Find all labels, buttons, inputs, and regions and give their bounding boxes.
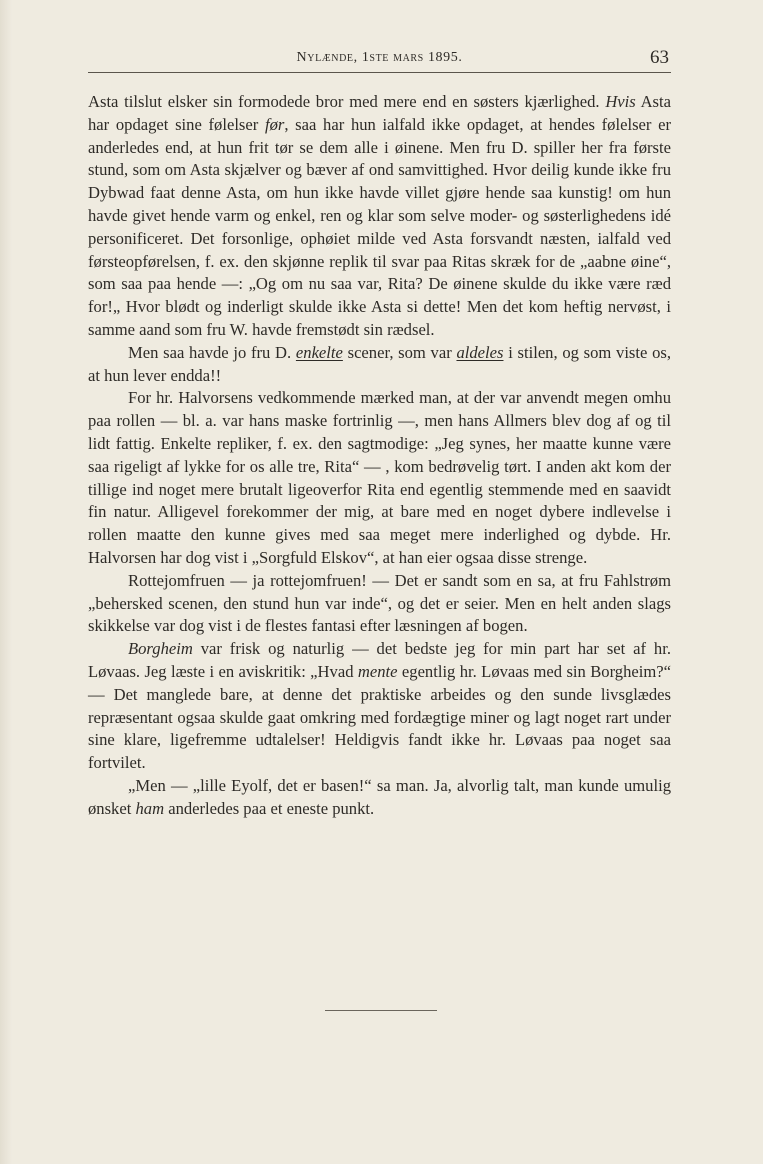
text-segment: Men saa havde jo fru D. — [128, 342, 296, 362]
paragraph-rottejomfruen — [88, 570, 671, 638]
emphasis-borgheim: Borgheim — [128, 639, 193, 659]
text-segment: egentlig hr. Løvaas med sin Borgheim?“ — Det manglede bare, at denne det praktiske arbeides og den sunde livsglædes repræsentant ogsaa skulde gaat omkring med fordægtige miner og lagt noget rart under sine klare, ligefremme udtalelser! Heldigvis fandt ikke hr. Løvaas paa noget saa fortvilet. — [88, 661, 671, 773]
text-segment: scener, som var — [342, 342, 457, 362]
paragraph-halvorsen — [88, 387, 671, 569]
running-title: Nylænde, 1ste mars 1895. — [296, 50, 463, 65]
section-end-rule — [325, 1010, 437, 1011]
emphasis-hvis: Hvis — [605, 92, 636, 111]
emphasis-foer: før — [264, 114, 285, 134]
text-segment: Asta tilslut elsker sin formodede bror med mere end en søsters kjærlighed. — [88, 92, 606, 111]
text-segment: , saa har hun ialfald ikke opdaget, at hendes følelser er anderledes end, at hun frit tør se dem alle i øinene. Men fru D. spiller her fra første stund, som om Asta skjælver og bæver af ond samvittighed. Hvor deilig kunde ikke fru Dybwad faat denne Asta, om hun ikke havde villet gjøre hende saa kunstig! om hun havde givet hende varm og enkel, ren og klar som selve moder- og søsterlighedens idé personificeret. Det forsonlige, ophøiet milde ved Asta forsvandt næsten, ialfald ved førsteopførelsen, f. ex. den skjønne replik til svar paa Ritas skræk for de „aabne øine“, som saa paa hende —: „Og om nu saa var, Rita? De øinene skulde du ikke være ræd for!„ Hvor blødt og inderligt skulde ikke Asta si dette! Men det kom heftig nervøst, i samme aand som fru W. havde fremstødt sin rædsel. — [88, 114, 671, 339]
emphasis-aldeles: aldeles — [456, 342, 504, 362]
paragraph-enkelte-scener — [88, 342, 671, 388]
paragraph-borgheim — [88, 638, 671, 775]
text-segment: For hr. Halvorsens vedkommende mærked man, at der var anvendt megen omhu paa rollen — bl. a. var hans maske fortrinlig —, men hans Allmers blev dog af og til lidt fattig. Enkelte repliker, f. ex. den sagtmodige: „Jeg synes, her maatte kunne være saa rigeligt af lykke for os alle tre, Rita“ — , kom bedrøvelig tørt. I anden akt kom der tillige ind noget mere brutalt ligeoverfor Rita end egentlig stemmende med en saavidt fin natur. Alligevel forekommer der mig, at bare med en noget dybere indlevelse i rollen maatte den kunne gives med saa meget mere inderlighed og dybde. Hr. Halvorsen har dog vist i „Sorgfuld Elskov“, at han eier ogsaa disse strenge. — [88, 388, 671, 567]
text-segment: Rottejomfruen — ja rottejomfruen! — Det er sandt som en sa, at fru Fahlstrøm „behersked scenen, den stund hun var inde“, og det er seier. Men en helt anden slags skikkelse var dog vist i de flestes fantasi efter læsningen af bogen. — [88, 570, 671, 636]
page-header — [88, 44, 671, 73]
text-segment: var frisk og naturlig — det bedste jeg for min part har set af hr. Løvaas. Jeg læste i en aviskritik: „Hvad — [88, 639, 671, 681]
text-segment: i stilen, og som viste os, at hun lever endda!! — [88, 342, 671, 385]
paragraph-eyolf — [88, 775, 671, 821]
page-number: 63 — [650, 47, 669, 68]
text-segment: „Men — „lille Eyolf, det er basen!“ sa man. Ja, alvorlig talt, man kunde umulig ønsket — [88, 775, 671, 818]
emphasis-enkelte: enkelte — [295, 342, 343, 362]
article-body — [88, 91, 671, 821]
paragraph-asta — [88, 91, 671, 342]
page-edge-shadow — [0, 0, 12, 1164]
emphasis-ham: ham — [135, 798, 165, 818]
emphasis-mente: mente — [357, 661, 398, 681]
text-segment: Asta har opdaget sine følelser — [88, 92, 671, 134]
text-segment: anderledes paa et eneste punkt. — [164, 798, 375, 818]
